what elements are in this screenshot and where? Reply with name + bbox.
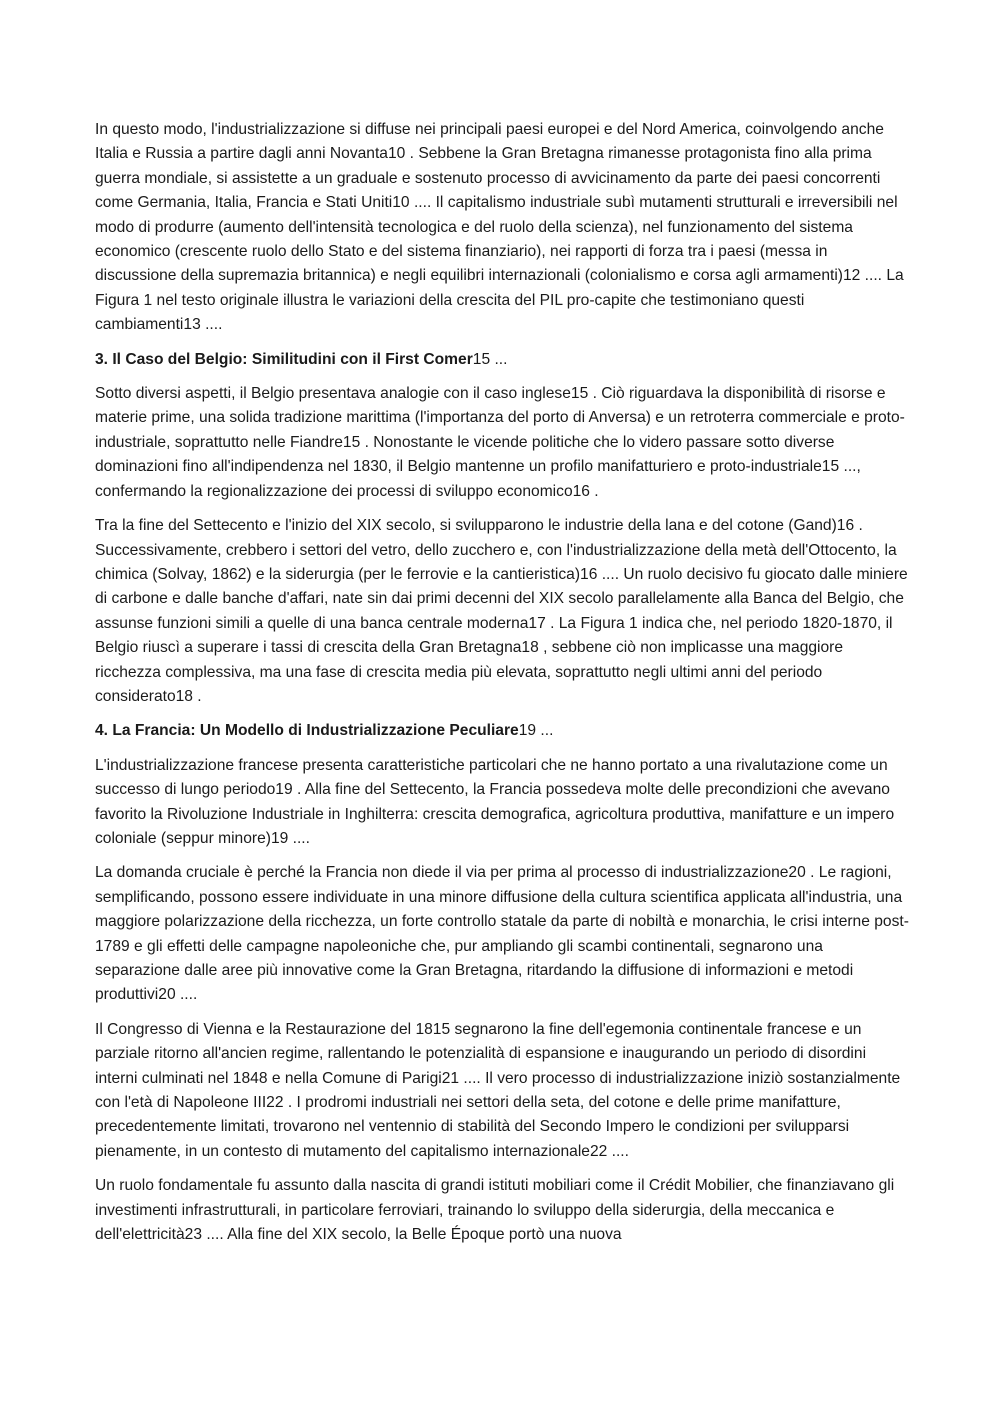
section-heading-france-ref: 19 ... [518, 722, 554, 740]
paragraph-france-characteristics: L'industrializzazione francese presenta caratteristiche particolari che ne hanno portato a una rivalutazione come un successo di lungo periodo19 . Alla fine del Settecento, la Francia possedeva molte delle precondizioni che avevano favorito la Rivoluzione Industriale in Inghilterra: crescita demografica, agricoltura produttiva, manifatture e un impero coloniale (seppur minore)19 .... [95, 756, 895, 847]
paragraph-industrialization-spread: In questo modo, l'industrializzazione si diffuse nei principali paesi europei e del Nord America, coinvolgendo anche Italia e Russia a partire dagli anni Novanta10 . Sebbene la Gran Bretagna rimanesse protagonista fino alla prima guerra mondiale, si assistette a un graduale e sostenuto processo di avvicinamento da parte dei paesi concorrenti come Germania, Italia, Francia e Stati Uniti10 .... Il capitalismo industriale subì mutamenti strutturali e irreversibili nel modo di produrre (aumento dell'intensità tecnologica e del ruolo della scienza), nel funzionamento del sistema economico (crescente ruolo dello Stato e del sistema finanziario), nei rapporti di forza tra i paesi (messa in discussione della supremazia britannica) e negli equilibri internazionali (colonialismo e corsa agli armamenti)12 .... La Figura 1 nel testo originale illustra le variazioni della crescita del PIL pro-capite che testimoniano questi cambiamenti13 .... [95, 121, 904, 334]
section-heading-belgium-title: 3. Il Caso del Belgio: Similitudini con il First Comer [95, 350, 473, 368]
paragraph-france-credit-mobilier: Un ruolo fondamentale fu assunto dalla nascita di grandi istituti mobiliari come il Crédit Mobilier, che finanziavano gli investimenti infrastrutturali, in particolare ferroviari, trainando lo sviluppo della siderurgia, della meccanica e dell'elettricità23 .... Alla fine del XIX secolo, la Belle Époque portò una nuova [95, 1177, 895, 1244]
paragraph-france-restoration: Il Congresso di Vienna e la Restaurazione del 1815 segnarono la fine dell'egemonia continentale francese e un parziale ritorno all'ancien regime, rallentando le potenzialità di espansione e inaugurando un periodo di disordini interni culminati nel 1848 e nella Comune di Parigi21 .... Il vero processo di industrializzazione iniziò sostanzialmente con l'età di Napoleone III22 . I prodromi industriali nei settori della seta, del cotone e delle prime manifatture, precedentemente limitati, trovarono nel ventennio di stabilità del Secondo Impero le condizioni per svilupparsi pienamente, in un contesto di mutamento del capitalismo internazionale22 .... [95, 1020, 901, 1160]
paragraph-belgium-analogies: Sotto diversi aspetti, il Belgio presentava analogie con il caso inglese15 . Ciò riguardava la disponibilità di risorse e materie prime, una solida tradizione marittima (l'importanza del porto di Anversa) e un retroterra commerciale e proto-industriale, soprattutto nelle Fiandre15 . Nonostante le vicende politiche che lo videro passare sotto diverse dominazioni fino all'indipendenza nel 1830, il Belgio mantenne un profilo manifatturiero e proto-industriale15 ..., confermando la regionalizzazione dei processi di sviluppo economico16 . [95, 385, 905, 500]
section-heading-belgium [95, 348, 910, 372]
paragraph-belgium-industries: Tra la fine del Settecento e l'inizio del XIX secolo, si svilupparono le industrie della lana e del cotone (Gand)16 . Successivamente, crebbero i settori del vetro, dello zucchero e, con l'industrializzazione della metà dell'Ottocento, la chimica (Solvay, 1862) e la siderurgia (per le ferrovie e la cantieristica)16 .... Un ruolo decisivo fu giocato dalle miniere di carbone e dalle banche d'affari, nate sin dai primi decenni del XIX secolo parallelamente alla Banca del Belgio, che assunse funzioni simili a quelle di una banca centrale moderna17 . La Figura 1 indica che, nel periodo 1820-1870, il Belgio riuscì a superare i tassi di crescita della Gran Bretagna18 , sebbene ciò non implicasse una maggiore ricchezza complessiva, ma una fase di crescita media più elevata, soprattutto negli ultimi anni del periodo considerato18 . [95, 517, 908, 705]
section-heading-france [95, 719, 910, 743]
document-body [95, 118, 910, 1257]
section-heading-france-title: 4. La Francia: Un Modello di Industrializzazione Peculiare [95, 722, 519, 740]
section-heading-belgium-ref: 15 ... [472, 350, 508, 368]
paragraph-france-question: La domanda cruciale è perché la Francia non diede il via per prima al processo di industrializzazione20 . Le ragioni, semplificando, possono essere individuate in una minore diffusione della cultura scientifica applicata all'industria, una maggiore polarizzazione della ricchezza, un forte controllo statale da parte di nobiltà e monarchia, le crisi interne post-1789 e gli effetti delle campagne napoleoniche che, pur ampliando gli scambi continentali, segnarono una separazione dalle aree più innovative come la Gran Bretagna, ritardando la diffusione di informazioni e metodi produttivi20 .... [95, 864, 909, 1004]
